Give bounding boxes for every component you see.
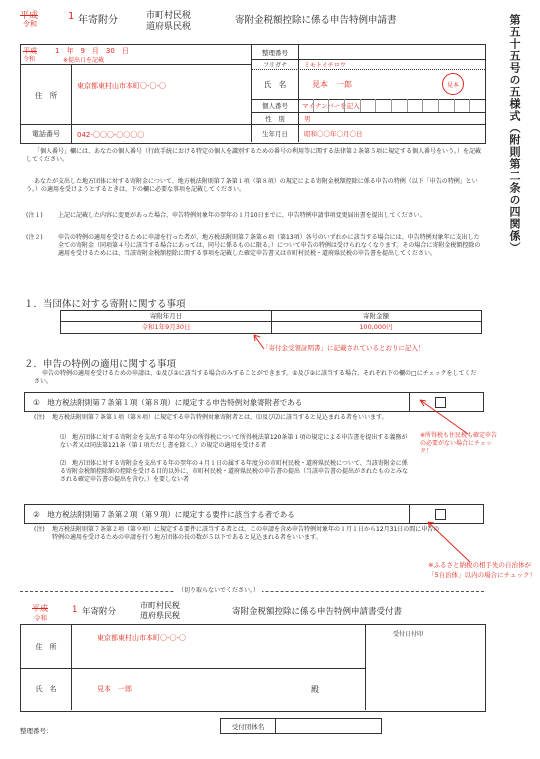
receipt-name-label: 氏 名 [21,668,72,710]
receipt-title: 寄附金税額控除に係る申告特例申請書受付書 [232,607,403,617]
mynumber-value[interactable]: マイナンバーを記入 [302,102,360,110]
mynumber-cells [298,99,485,112]
section2-intro: 申告の特例の適用を受けるための申請は、①及び②に該当する場合のみすることができます。①及び②に該当する場合、それぞれ下の欄の□にチェックをしてください。 [34,370,477,385]
address-value[interactable]: 東京都東村山市本町〇-〇-〇 [77,82,167,90]
date-row [23,46,249,64]
applicant-box [20,44,486,144]
item1-sub1: ⑴ 地方団体に対する寄附金を支出する年の年分の所得税について所得税法第120条第１項の規定による申告書を提出する義務がない者又は同法第121条（第１項ただし書を除く。）の規定の適用を受ける者 [60,434,408,449]
item1-red-note: ※所得税も住民税も確定申告の必要がない場合にチェック！ [420,432,498,455]
note1-text: 上記に記載した内容に変更があった場合、申告特例対象年の翌年の１月10日までに、申告特例申請事項変更届出書を提出してください。 [58,212,426,219]
note1-label: (注１) [26,212,43,219]
seiri-row [252,45,485,60]
name-label: 氏 名 [252,69,299,99]
donation-amount-header: 寄附金額 [271,311,481,322]
item1-sub2: ⑵ 地方団体に対する寄附金を支出する年の翌年の４月１日の属する年度分の市町村民税・道府県民税について、当該寄附金に係る寄附金税額控除額の控除を受ける目的以外に、市町村民税・道府県民税の申告書の提出（当該申告書の提出がされたものとみなされる確定申告書の提出を含む。）を要しない者 [60,460,409,483]
furigana-label: フリガナ [252,59,299,69]
item1-note-label: (注) [34,414,45,421]
receipt-seiri-label: 整理番号： [20,727,53,735]
tax-prefectural: 道府県民税 [146,22,192,32]
item1-note: 地方税法附則第７条第１項（第８項）に規定する申告特例対象寄附者とは、⑴及び⑵に該当すると見込まれる者をいいます。 [52,414,388,421]
receipt-dono: 殿 [311,685,319,694]
address-row [21,64,251,125]
receipt-address-value[interactable]: 東京都東村山市本町〇-〇-〇 [97,634,187,642]
sex-value[interactable]: 男 [304,115,311,123]
form-header [20,8,480,32]
receipt-box [20,624,486,712]
phone-label: 電話番号 [21,125,72,143]
item2-red-note-1: ※ふるさと納税の相手先の自治体が [428,561,531,569]
donation-date-header: 寄附年月日 [61,311,272,322]
birth-label: 生年月日 [252,124,299,142]
sex-label: 性 別 [252,112,299,124]
name-value[interactable]: 見本 一郎 [312,80,352,89]
era: 令和 [23,20,37,28]
date-era-struck: 平成 [23,47,37,55]
receipt-year: 1 [72,605,78,615]
receipt-era-struck: 平成 [32,604,48,613]
item2-note: 地方税法附則第７条第２項（第９項）に規定する要件に該当する者とは、この申請を含め申告特例対象年の１月１日から12月31日の間に申告の特例の適用を受けるための申請を行う地方団体の長の数が５以下であると見込まれる者をいいます。 [52,526,440,541]
receipt-tax-municipal: 市町村民税 [140,601,180,610]
section2-title: ２．申告の特例の適用に関する事項 [24,359,177,370]
mynumber-row [252,99,485,113]
date-note: ※提出日を記載 [63,57,105,64]
donation-red-note: 「寄付金受領証明書」に記載されているとおりに記入！ [262,344,425,352]
side-title: 第五十五号の五様式（附則第二条の四関係） [508,14,521,254]
birth-value[interactable]: 昭和〇〇年〇月〇日 [304,130,363,138]
item2-box [24,504,484,524]
receipt-tax-prefectural: 道府県民税 [140,611,180,620]
receipt-address-row [21,625,366,669]
receipt-address-label: 住 所 [21,625,72,668]
receipt-dantai-box [220,718,382,734]
receipt-name-value[interactable]: 見本 一郎 [97,685,132,693]
note2-text: 申告の特例の適用を受けるために申請を行った者が、地方税法附則第７条第６項（第13項）各号のいずれかに該当する場合には、申告特例対象年に支出した全ての寄附金（同項第４号に該当する場合にあっては、同号に係るものに限る。）について申告の特例は受けられなくなります。その場合に寄附金税額控除の適用を受けるためには、当該寄附金税額控除に関する事項を記載した確定申告書又は市町村民税・道府県民税の申告書を提出してください。 [58,234,481,257]
year: 1 [68,11,75,22]
item2-divider [409,505,410,523]
donation-table [60,310,482,334]
item1-label: ① 地方税法附則第７条第１項（第８項）に規定する申告特例対象寄附者である [33,398,303,407]
birth-row [252,124,485,142]
cut-line-label: （切り取らないでください。） [175,585,262,594]
receipt-stamp-label: 受付日付印 [393,631,424,638]
mynumber-explanation: 「個人番号」欄には、あなたの個人番号（行政手続における特定の個人を識別するための番号の利用等に関する法律第２条第５項に規定する個人番号をいう。）を記載してください。 [26,148,482,163]
donation-date-value[interactable]: 令和1年9月30日 [61,322,272,333]
receipt-year-suffix: 年寄附分 [82,607,117,617]
seiri-label: 整理番号 [252,45,299,59]
application-explanation: あなたが支出した地方団体に対する寄附金について、地方税法附則第７条第１項（第８項）の規定による寄附金税額控除に係る申告の特例（以下「申告の特例」という。）の適用を受けようとするときは、下の欄に必要な事項を記載してください。 [26,178,478,193]
name-row [252,69,485,100]
address-label: 住 所 [21,65,72,125]
note2-label: (注２) [26,234,43,241]
receipt-era: 令和 [34,614,47,622]
furigana-value[interactable]: ミモトイチロウ [304,62,346,69]
tax-municipal: 市町村民税 [146,11,192,21]
receipt-name-row [21,668,366,710]
receipt-dantai-label: 受付団体名 [221,719,276,733]
section1-title: １．当団体に対する寄附に関する事項 [24,299,186,310]
personal-block [251,45,485,142]
submit-date[interactable]: 1 年 9 月 30 日 [55,47,129,55]
era-struck: 平成 [20,11,39,21]
item2-red-note-2: 「5自治体」以内の場合にチェック！ [428,571,536,579]
year-suffix: 年寄附分 [78,15,118,26]
seal-stamp: 見本 [442,73,464,95]
mynumber-label: 個人番号 [252,99,299,112]
phone-row [21,124,251,143]
date-era: 令和 [23,56,36,63]
phone-value[interactable]: 042-〇〇〇-〇〇〇〇 [77,131,145,139]
donation-amount-value[interactable]: 100,000円 [359,323,393,331]
item2-label: ② 地方税法附則第７条第２項（第９項）に規定する要件に該当する者である [33,510,295,519]
form-title: 寄附金税額控除に係る申告特例申請書 [235,15,397,26]
item2-note-label: (注) [34,526,45,533]
